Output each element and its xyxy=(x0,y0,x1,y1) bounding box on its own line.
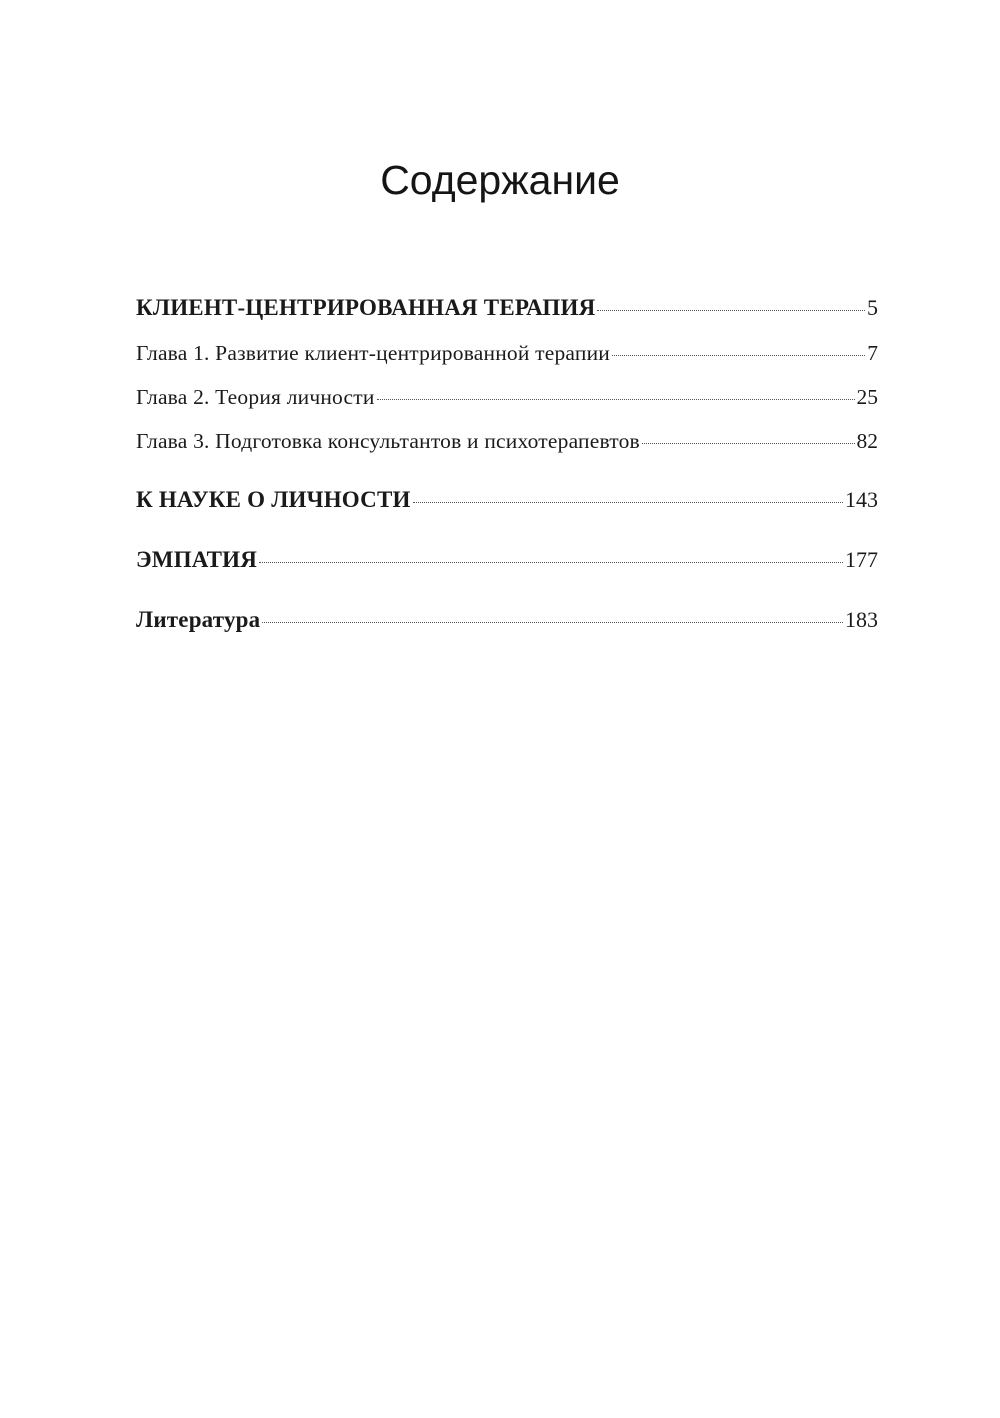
dot-leader xyxy=(597,310,865,311)
toc-entry-page-number: 143 xyxy=(845,487,878,512)
toc-entry-label: КЛИЕНТ-ЦЕНТРИРОВАННАЯ ТЕРАПИЯ xyxy=(136,295,596,320)
toc-entry-part-client-centered-therapy[interactable] xyxy=(136,295,878,341)
table-of-contents xyxy=(136,295,878,653)
toc-entry-page-number: 7 xyxy=(867,341,878,365)
toc-entry-part-empathy[interactable] xyxy=(136,547,878,593)
page-title: Содержание xyxy=(380,157,620,203)
toc-entry-label: Глава 2. Теория личности xyxy=(136,385,375,409)
toc-entry-chapter-3[interactable] xyxy=(136,429,878,473)
toc-entry-page-number: 177 xyxy=(845,547,878,572)
toc-entry-label: Глава 3. Подготовка консультантов и психотерапевтов xyxy=(136,429,640,453)
toc-entry-label: ЭМПАТИЯ xyxy=(136,547,258,572)
toc-entry-chapter-2[interactable] xyxy=(136,385,878,429)
toc-entry-part-science-of-personality[interactable] xyxy=(136,487,878,533)
dot-leader xyxy=(377,399,855,400)
dot-leader xyxy=(642,443,855,444)
toc-entry-label: К НАУКЕ О ЛИЧНОСТИ xyxy=(136,487,411,512)
dot-leader xyxy=(413,502,843,503)
toc-entry-page-number: 82 xyxy=(856,429,878,453)
toc-entry-page-number: 183 xyxy=(845,607,878,632)
toc-entry-label: Глава 1. Развитие клиент-центрированной терапии xyxy=(136,341,611,365)
toc-entry-chapter-1[interactable] xyxy=(136,341,878,385)
dot-leader xyxy=(612,355,865,356)
dot-leader xyxy=(262,622,843,623)
dot-leader xyxy=(259,562,843,563)
toc-entry-page-number: 5 xyxy=(867,295,878,320)
toc-entry-literature[interactable] xyxy=(136,607,878,653)
toc-entry-page-number: 25 xyxy=(856,385,878,409)
toc-entry-label: Литература xyxy=(136,607,261,632)
